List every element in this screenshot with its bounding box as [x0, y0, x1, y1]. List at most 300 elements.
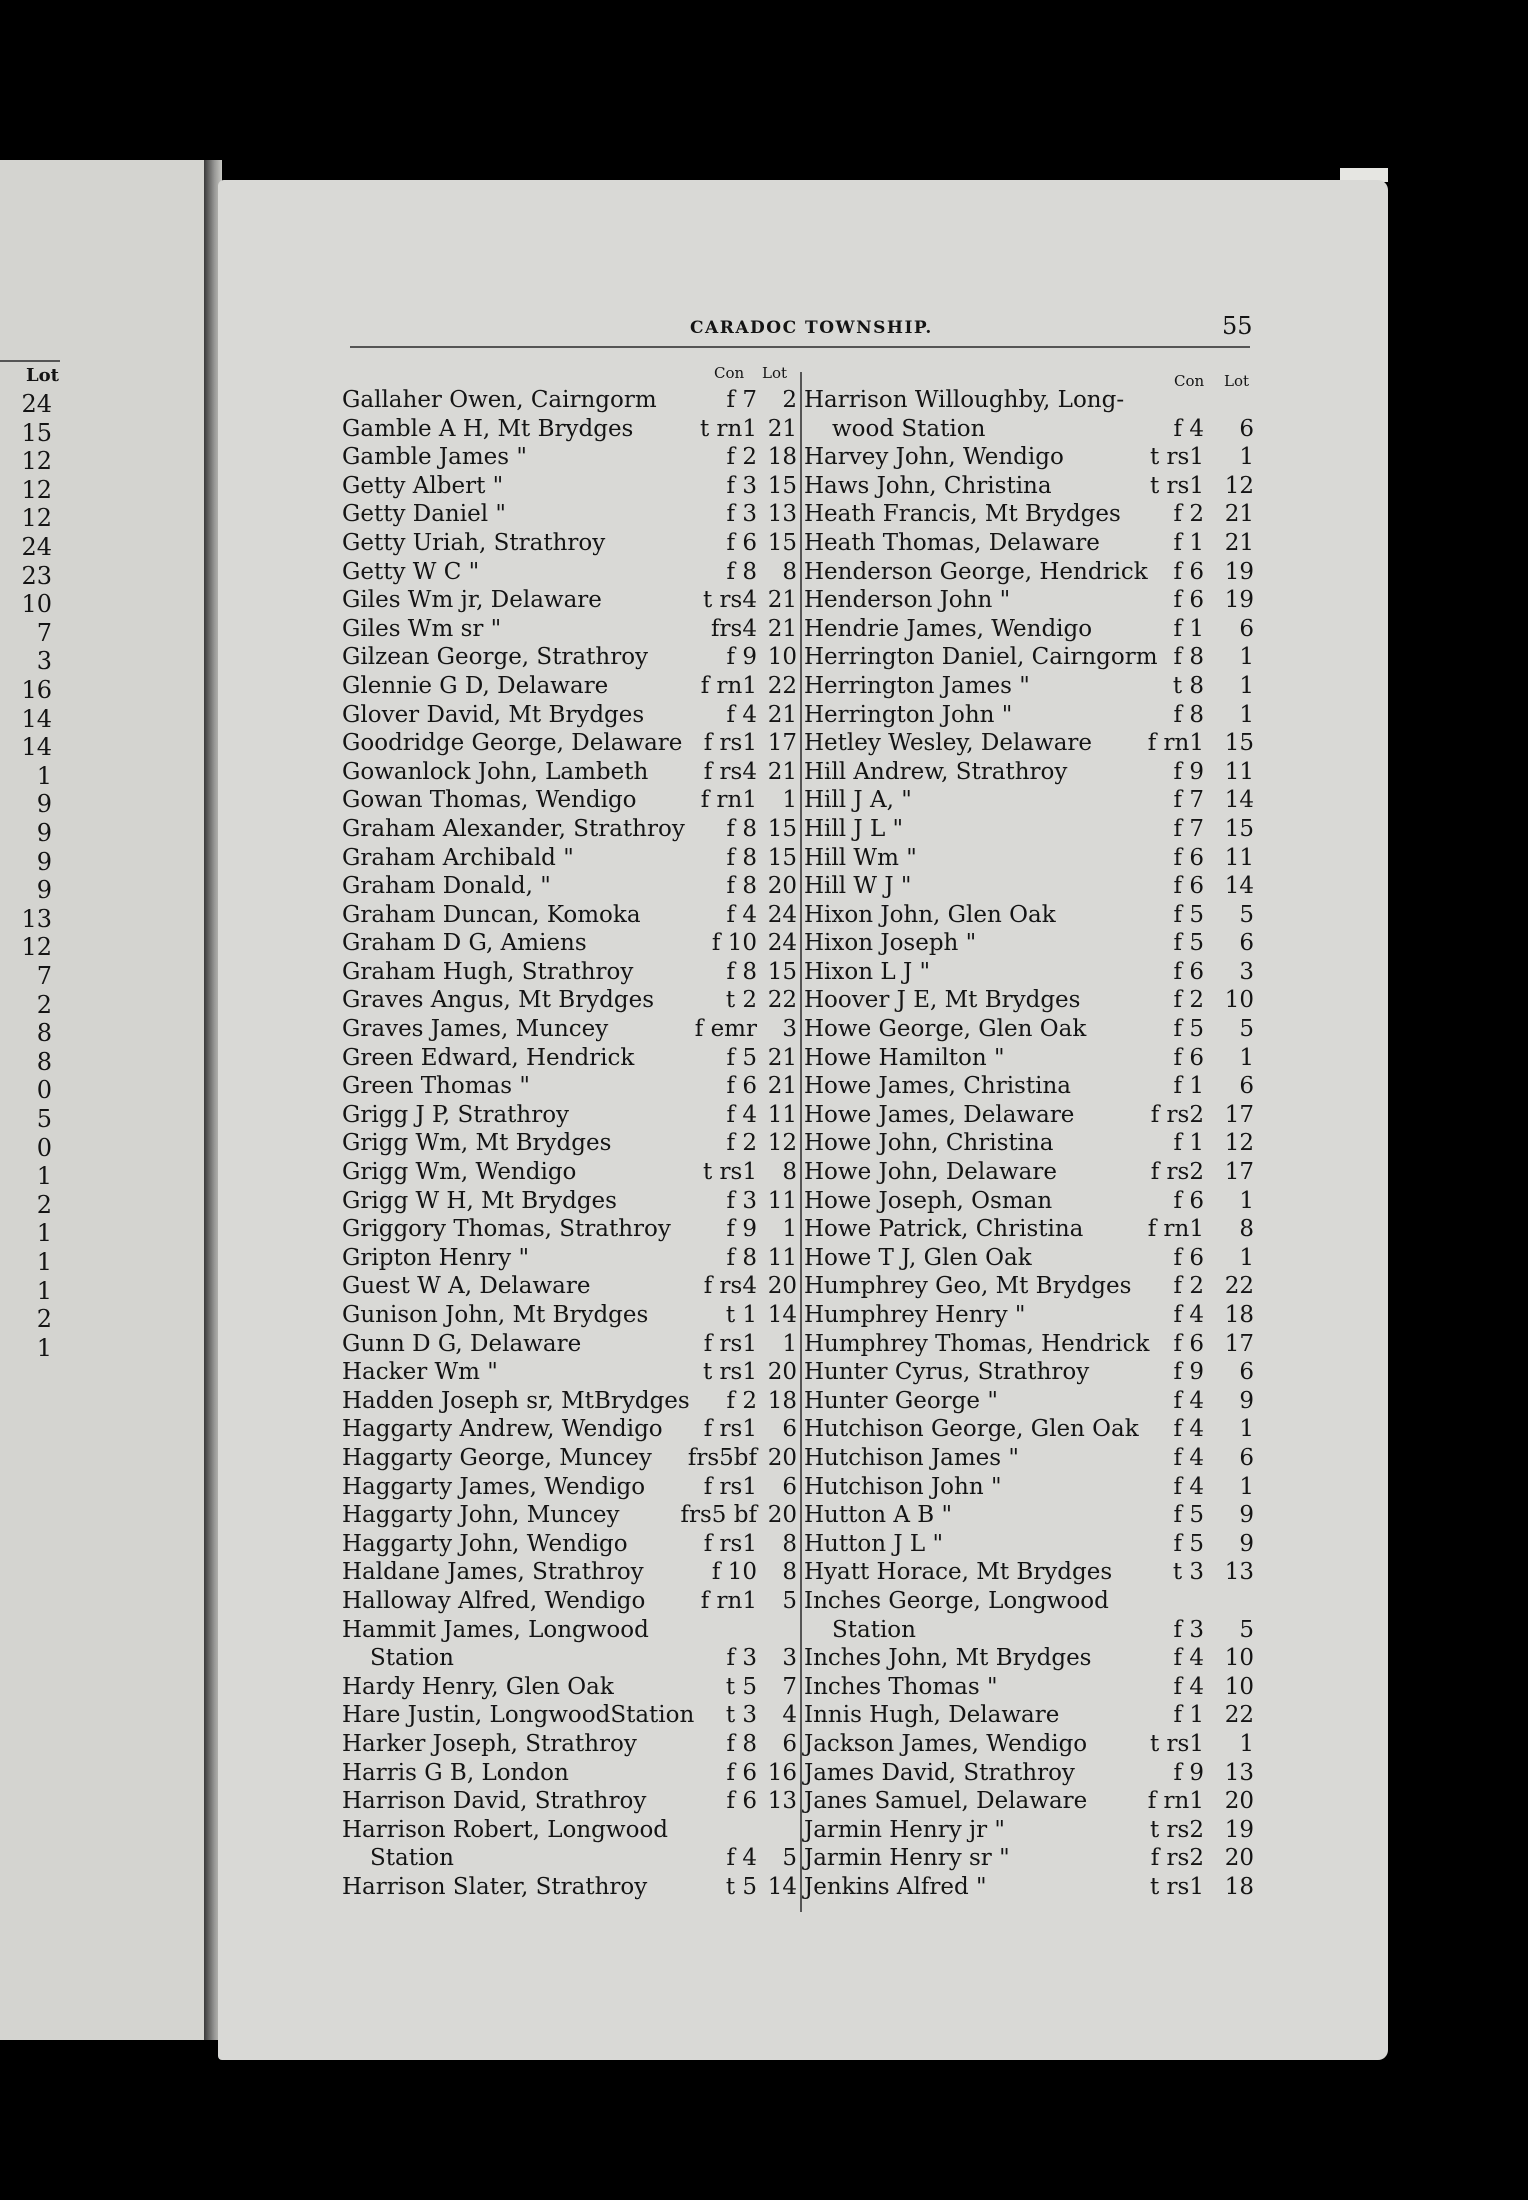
- entry-name: Howe George, Glen Oak: [804, 1016, 1087, 1043]
- directory-entry: [342, 1387, 802, 1416]
- entry-name: Innis Hugh, Delaware: [804, 1702, 1060, 1729]
- entry-concession: f 2: [1173, 501, 1204, 528]
- directory-entry: [804, 529, 1258, 558]
- entry-name: Haggarty John, Muncey: [342, 1502, 620, 1529]
- previous-page-lot: 1: [36, 1219, 52, 1248]
- entry-name: Grigg W H, Mt Brydges: [342, 1187, 617, 1214]
- directory-entry: [342, 386, 802, 415]
- entry-concession: f 4: [1173, 1416, 1204, 1443]
- entry-concession: t 2: [725, 987, 757, 1014]
- previous-page-lot: 24: [21, 533, 52, 561]
- entry-concession: f 8: [726, 1730, 757, 1757]
- entry-lot: 11: [767, 1244, 797, 1271]
- entry-name: wood Station: [832, 415, 986, 442]
- directory-entry: [804, 1530, 1258, 1559]
- entry-concession: f 6: [1173, 1044, 1204, 1071]
- directory-entry: [804, 1759, 1258, 1788]
- entry-lot: 10: [767, 644, 797, 671]
- previous-page-lot: 9: [36, 819, 52, 847]
- entry-concession: f 5: [1173, 930, 1204, 957]
- entry-name: Getty Daniel ": [342, 501, 506, 528]
- directory-entry: [342, 1129, 802, 1158]
- entry-lot: 18: [767, 1387, 797, 1414]
- directory-entry: [804, 815, 1258, 844]
- directory-entry: [342, 1530, 802, 1559]
- directory-entry: [804, 1701, 1258, 1730]
- entry-name: Haws John, Christina: [804, 472, 1052, 499]
- entry-name: James David, Strathroy: [804, 1759, 1075, 1786]
- entry-concession: t rn1: [700, 415, 757, 442]
- entry-lot: 9: [1239, 1530, 1254, 1557]
- entry-concession: f 1: [1173, 529, 1204, 556]
- previous-page-lot: 2: [36, 1190, 52, 1219]
- entry-name: Halloway Alfred, Wendigo: [342, 1587, 646, 1614]
- directory-entry: [342, 586, 802, 615]
- previous-page-lot: 10: [21, 590, 52, 619]
- entry-lot: 1: [1239, 701, 1254, 728]
- entry-concession: t rs2: [1150, 1816, 1204, 1843]
- previous-page-lot: 1: [36, 761, 52, 790]
- directory-entry: [342, 1473, 802, 1502]
- entry-name: Graham D G, Amiens: [342, 930, 587, 957]
- entry-lot: 2: [782, 387, 797, 413]
- entry-name: Gilzean George, Strathroy: [342, 644, 649, 671]
- directory-entry: [342, 786, 802, 815]
- directory-entry: [804, 1129, 1258, 1158]
- directory-entry: [342, 1501, 802, 1530]
- entry-concession: f 3: [726, 501, 757, 528]
- directory-entry: [804, 1587, 1258, 1616]
- entry-concession: f rn1: [700, 787, 757, 814]
- directory-entry: [342, 1044, 802, 1073]
- entry-lot: 11: [1224, 844, 1254, 871]
- entry-concession: t rs1: [1150, 1873, 1204, 1900]
- entry-concession: f 6: [1173, 1244, 1204, 1271]
- directory-entry: [342, 643, 802, 672]
- entry-concession: f 8: [726, 815, 757, 842]
- entry-concession: frs5bf: [687, 1444, 757, 1471]
- entry-concession: f 5: [1173, 1530, 1204, 1557]
- directory-entry: [804, 1616, 1258, 1645]
- directory-entry: [342, 1873, 802, 1902]
- entry-concession: f rs2: [1150, 1159, 1204, 1186]
- entry-lot: 16: [767, 1759, 797, 1786]
- directory-entry: [342, 1587, 802, 1616]
- entry-lot: 21: [767, 1073, 797, 1100]
- entry-concession: f 8: [726, 558, 757, 585]
- entry-lot: 19: [1224, 558, 1254, 585]
- entry-lot: 1: [1239, 1044, 1254, 1071]
- entry-concession: t 3: [725, 1702, 757, 1729]
- entry-name: Gowan Thomas, Wendigo: [342, 787, 637, 814]
- entry-name: Graves James, Muncey: [342, 1016, 609, 1043]
- entry-concession: f 5: [1173, 1502, 1204, 1529]
- entry-name: Green Thomas ": [342, 1073, 530, 1100]
- directory-entry: [804, 701, 1258, 730]
- entry-name: Gallaher Owen, Cairngorm: [342, 387, 657, 413]
- entry-lot: 1: [1239, 644, 1254, 671]
- entry-lot: 8: [782, 1159, 797, 1186]
- entry-concession: f 2: [1173, 1273, 1204, 1300]
- entry-concession: t rs4: [703, 587, 757, 614]
- entry-concession: f 8: [1173, 701, 1204, 728]
- entry-lot: 22: [767, 987, 797, 1014]
- entry-lot: 21: [767, 701, 797, 728]
- directory-entry: [342, 1730, 802, 1759]
- entry-concession: f 4: [1173, 1444, 1204, 1471]
- entry-concession: f rs1: [703, 1530, 757, 1557]
- entry-lot: 5: [1239, 1016, 1254, 1043]
- directory-entry: [804, 1158, 1258, 1187]
- previous-page-lot: 16: [21, 676, 52, 704]
- directory-entry: [804, 386, 1258, 415]
- entry-lot: 17: [767, 730, 797, 757]
- entry-concession: f 4: [1173, 1302, 1204, 1328]
- entry-concession: f 3: [726, 472, 757, 499]
- directory-entry: [804, 1387, 1258, 1416]
- entry-lot: 14: [1224, 787, 1254, 814]
- entry-name: Graham Hugh, Strathroy: [342, 958, 634, 985]
- entry-lot: 5: [1239, 901, 1254, 928]
- entry-lot: 20: [767, 1359, 797, 1386]
- entry-name: Haggarty George, Muncey: [342, 1444, 652, 1471]
- directory-entry: [804, 1044, 1258, 1073]
- entry-concession: f 5: [1173, 1016, 1204, 1043]
- entry-lot: 3: [782, 1016, 797, 1043]
- entry-lot: 8: [782, 558, 797, 585]
- entry-name: Herrington James ": [804, 672, 1030, 699]
- entry-concession: t 3: [1172, 1559, 1204, 1586]
- entry-name: Hoover J E, Mt Brydges: [804, 987, 1081, 1014]
- directory-entry: [804, 615, 1258, 644]
- entry-name: Inches George, Longwood: [804, 1587, 1109, 1614]
- entry-name: Hixon L J ": [804, 958, 931, 985]
- entry-name: Haldane James, Strathroy: [342, 1559, 644, 1586]
- entry-lot: 18: [1224, 1302, 1254, 1328]
- directory-entry: [804, 929, 1258, 958]
- entry-lot: 18: [1224, 1873, 1254, 1900]
- directory-entry: [804, 500, 1258, 529]
- entry-name: Haggarty John, Wendigo: [342, 1530, 628, 1557]
- directory-entry: [804, 1330, 1258, 1359]
- entry-name: Haggarty Andrew, Wendigo: [342, 1416, 663, 1443]
- directory-entry: [804, 786, 1258, 815]
- previous-page-lot: 9: [36, 790, 52, 819]
- directory-entry: [342, 1244, 802, 1273]
- previous-page-lot: 8: [36, 1019, 52, 1048]
- entry-concession: f 9: [1173, 1359, 1204, 1386]
- lot-heading: Lot: [762, 364, 788, 382]
- entry-name: Gamble A H, Mt Brydges: [342, 415, 634, 442]
- directory-entry: [342, 929, 802, 958]
- entry-concession: t rs1: [1150, 1730, 1204, 1757]
- entry-lot: 17: [1224, 1101, 1254, 1128]
- entry-name: Hill W J ": [804, 873, 912, 900]
- entry-name: Henderson George, Hendrick: [804, 558, 1148, 585]
- directory-entry: [342, 1701, 802, 1730]
- directory-entry: [804, 1844, 1258, 1873]
- entry-lot: 1: [1239, 444, 1254, 471]
- entry-lot: 24: [767, 901, 797, 928]
- directory-entry: [804, 415, 1258, 444]
- entry-concession: f rs2: [1150, 1845, 1204, 1872]
- directory-entry: [342, 872, 802, 901]
- entry-concession: t 5: [725, 1673, 757, 1700]
- directory-entry: [342, 672, 802, 701]
- entry-concession: f 6: [726, 529, 757, 556]
- entry-lot: 10: [1224, 1673, 1254, 1700]
- entry-lot: 20: [767, 1502, 797, 1529]
- directory-entry: [804, 1730, 1258, 1759]
- entry-name: Hutton A B ": [804, 1502, 953, 1529]
- entry-concession: f 8: [726, 844, 757, 871]
- entry-name: Janes Samuel, Delaware: [804, 1788, 1088, 1815]
- entry-lot: 10: [1224, 1645, 1254, 1672]
- entry-name: Howe John, Delaware: [804, 1159, 1057, 1186]
- directory-entry: [342, 1415, 802, 1444]
- entry-lot: 14: [1224, 873, 1254, 900]
- directory-entry: [804, 844, 1258, 873]
- directory-entry: [342, 958, 802, 987]
- entry-name: Hill Wm ": [804, 844, 917, 871]
- entry-lot: 21: [767, 587, 797, 614]
- previous-page-lot: 12: [21, 447, 52, 476]
- entry-concession: t 8: [1172, 672, 1204, 699]
- entry-name: Hetley Wesley, Delaware: [804, 730, 1093, 757]
- entry-name: Haggarty James, Wendigo: [342, 1473, 646, 1500]
- entry-lot: 12: [1224, 472, 1254, 499]
- previous-page-lot: 3: [36, 647, 52, 676]
- entry-lot: 22: [767, 672, 797, 699]
- entry-lot: 21: [1224, 529, 1254, 556]
- entry-lot: 9: [1239, 1502, 1254, 1529]
- entry-lot: 21: [767, 615, 797, 642]
- entry-name: Hutchison George, Glen Oak: [804, 1416, 1139, 1443]
- entry-concession: f 5: [1173, 901, 1204, 928]
- previous-page-lot: 9: [36, 847, 52, 876]
- entry-lot: 5: [782, 1845, 797, 1872]
- previous-page-rule: [0, 360, 60, 362]
- entry-concession: f 6: [726, 1759, 757, 1786]
- entry-name: Harrison David, Strathroy: [342, 1788, 647, 1815]
- entry-concession: f rs4: [703, 758, 757, 785]
- entry-concession: f 6: [726, 1788, 757, 1815]
- entry-name: Jarmin Henry jr ": [804, 1816, 1006, 1843]
- previous-page-lot: 0: [36, 1133, 52, 1162]
- directory-entry: [804, 1873, 1258, 1902]
- entry-name: Hixon John, Glen Oak: [804, 901, 1056, 928]
- entry-lot: 6: [1239, 930, 1254, 957]
- entry-concession: f 8: [726, 958, 757, 985]
- entry-name: Hyatt Horace, Mt Brydges: [804, 1559, 1113, 1586]
- entry-name: Harvey John, Wendigo: [804, 444, 1064, 471]
- entry-lot: 6: [1239, 615, 1254, 642]
- previous-page-lot: 12: [21, 933, 52, 962]
- entry-name: Howe T J, Glen Oak: [804, 1244, 1032, 1271]
- previous-page-lot: 5: [36, 1105, 52, 1133]
- directory-entry: [804, 901, 1258, 930]
- directory-entry: [804, 586, 1258, 615]
- directory-entry: [804, 558, 1258, 587]
- entry-name: Inches Thomas ": [804, 1673, 998, 1700]
- directory-entry: [342, 1787, 802, 1816]
- entry-lot: 5: [1239, 1616, 1254, 1643]
- directory-entry: [342, 729, 802, 758]
- entry-name: Humphrey Geo, Mt Brydges: [804, 1273, 1132, 1300]
- directory-entry: [804, 1301, 1258, 1330]
- entry-lot: 21: [767, 1044, 797, 1071]
- previous-page-lot: 12: [21, 504, 52, 533]
- entry-lot: 8: [782, 1530, 797, 1557]
- entry-lot: 1: [1239, 1730, 1254, 1757]
- entry-name: Green Edward, Hendrick: [342, 1044, 635, 1071]
- directory-entry: [342, 615, 802, 644]
- entry-concession: f 3: [726, 1645, 757, 1672]
- directory-entry: [342, 1558, 802, 1587]
- entry-lot: 4: [782, 1702, 797, 1729]
- directory-entry: [804, 1787, 1258, 1816]
- directory-entry: [342, 1816, 802, 1845]
- entry-lot: 17: [1224, 1330, 1254, 1357]
- entry-lot: 15: [767, 844, 797, 871]
- entry-name: Hutchison James ": [804, 1444, 1019, 1471]
- entry-name: Hutton J L ": [804, 1530, 944, 1557]
- directory-entry: [804, 1072, 1258, 1101]
- entry-lot: 6: [782, 1473, 797, 1500]
- header-rule: [350, 346, 1250, 348]
- directory-entry: [804, 958, 1258, 987]
- entry-lot: 8: [1239, 1216, 1254, 1243]
- entry-name: Grigg Wm, Mt Brydges: [342, 1130, 612, 1157]
- entry-concession: f 9: [726, 1216, 757, 1243]
- entry-name: Gripton Henry ": [342, 1244, 530, 1271]
- entry-name: Goodridge George, Delaware: [342, 730, 683, 757]
- entry-lot: 21: [767, 415, 797, 442]
- previous-page-lot: 7: [36, 618, 52, 647]
- entry-concession: f 1: [1173, 1130, 1204, 1157]
- entry-lot: 11: [767, 1101, 797, 1128]
- entry-lot: 8: [782, 1559, 797, 1586]
- entry-concession: f 4: [1173, 1387, 1204, 1414]
- directory-entry: [342, 1644, 802, 1673]
- entry-lot: 20: [767, 1273, 797, 1300]
- entry-lot: 21: [767, 758, 797, 785]
- entry-concession: f 7: [726, 387, 757, 413]
- directory-entry: [804, 758, 1258, 787]
- entry-lot: 13: [767, 1788, 797, 1815]
- entry-name: Humphrey Thomas, Hendrick: [804, 1330, 1150, 1357]
- directory-entry: [342, 443, 802, 472]
- directory-entry: [342, 986, 802, 1015]
- previous-page-lot: 1: [36, 1333, 52, 1362]
- left-column-header: [342, 362, 802, 386]
- directory-entry: [804, 1644, 1258, 1673]
- entry-lot: 1: [1239, 1473, 1254, 1500]
- entry-concession: f 8: [726, 1244, 757, 1271]
- directory-entry: [804, 1501, 1258, 1530]
- entry-lot: 9: [1239, 1387, 1254, 1414]
- entry-name: Howe John, Christina: [804, 1130, 1054, 1157]
- entry-concession: f 4: [1173, 1473, 1204, 1500]
- lot-heading: Lot: [1224, 372, 1250, 390]
- entry-lot: 7: [782, 1673, 797, 1700]
- entry-concession: f rs4: [703, 1273, 757, 1300]
- previous-page-lot: 0: [36, 1076, 52, 1105]
- entry-name: Hill Andrew, Strathroy: [804, 758, 1068, 785]
- entry-name: Station: [832, 1616, 916, 1643]
- directory-entry: [804, 1015, 1258, 1044]
- entry-concession: t 5: [725, 1873, 757, 1900]
- previous-page-lot: 8: [36, 1047, 52, 1076]
- entry-lot: 13: [1224, 1759, 1254, 1786]
- entry-name: Howe James, Delaware: [804, 1101, 1075, 1128]
- directory-entry: [804, 1558, 1258, 1587]
- entry-concession: t rs1: [1150, 444, 1204, 471]
- con-heading: Con: [1174, 372, 1205, 390]
- entry-lot: 15: [1224, 815, 1254, 842]
- entry-lot: 13: [1224, 1559, 1254, 1586]
- entry-concession: f 3: [726, 1187, 757, 1214]
- entry-concession: f 6: [726, 1073, 757, 1100]
- entry-name: Harrison Robert, Longwood: [342, 1816, 669, 1843]
- entry-concession: frs4: [711, 615, 757, 642]
- entry-name: Herrington John ": [804, 701, 1013, 728]
- entry-concession: frs5 bf: [680, 1502, 757, 1529]
- entry-lot: 1: [1239, 1244, 1254, 1271]
- entry-name: Station: [370, 1645, 454, 1672]
- entry-lot: 20: [767, 873, 797, 900]
- entry-concession: f 6: [1173, 1330, 1204, 1357]
- entry-concession: f 1: [1173, 1073, 1204, 1100]
- entry-name: Graves Angus, Mt Brydges: [342, 987, 655, 1014]
- directory-entry: [342, 415, 802, 444]
- entry-concession: f 4: [726, 701, 757, 728]
- entry-lot: 18: [767, 444, 797, 471]
- directory-entry: [342, 1158, 802, 1187]
- previous-page-lot: 24: [21, 390, 52, 418]
- directory-entry: [342, 1673, 802, 1702]
- entry-lot: 15: [767, 472, 797, 499]
- entry-name: Gunison John, Mt Brydges: [342, 1302, 649, 1328]
- entry-name: Hutchison John ": [804, 1473, 1002, 1500]
- directory-entry: [342, 1215, 802, 1244]
- directory-entry: [342, 701, 802, 730]
- directory-entry: [804, 1187, 1258, 1216]
- directory-entry: [342, 1444, 802, 1473]
- entry-lot: 6: [782, 1416, 797, 1443]
- entry-concession: f 6: [1173, 1187, 1204, 1214]
- entry-concession: f 10: [711, 930, 757, 957]
- entry-lot: 12: [767, 1130, 797, 1157]
- directory-entry: [342, 815, 802, 844]
- entry-lot: 6: [782, 1730, 797, 1757]
- entry-lot: 10: [1224, 987, 1254, 1014]
- directory-entry: [804, 1272, 1258, 1301]
- previous-page-lot-heading: Lot: [26, 365, 59, 386]
- entry-concession: f 4: [726, 1101, 757, 1128]
- entry-concession: f rs1: [703, 1473, 757, 1500]
- directory-entry: [342, 1616, 802, 1645]
- entry-concession: f 9: [726, 644, 757, 671]
- entry-lot: 15: [1224, 730, 1254, 757]
- previous-page-lot: 23: [21, 561, 52, 590]
- entry-name: Heath Thomas, Delaware: [804, 529, 1100, 556]
- directory-entry: [342, 1015, 802, 1044]
- entry-name: Griggory Thomas, Strathroy: [342, 1216, 671, 1243]
- entry-name: Station: [370, 1845, 454, 1872]
- entry-lot: 1: [1239, 1416, 1254, 1443]
- entry-name: Grigg Wm, Wendigo: [342, 1159, 577, 1186]
